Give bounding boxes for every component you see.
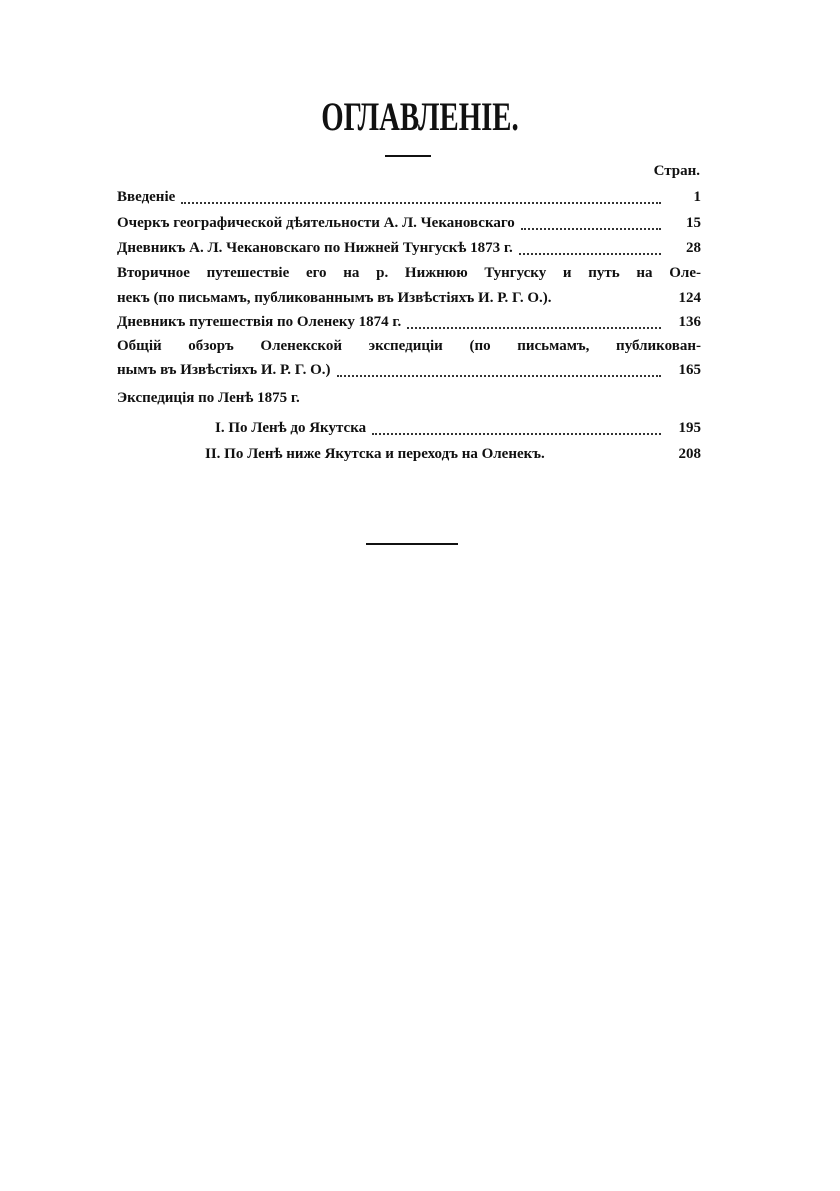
toc-entry-title: Очеркъ географической дѣятельности А. Л. Чекановскаго <box>117 215 515 231</box>
leader-dots <box>521 228 661 230</box>
leader-dots <box>372 433 661 435</box>
toc-entry-page: 136 <box>678 314 701 330</box>
toc-entry-title: некъ (по письмамъ, публикованнымъ въ Извѣстіяхъ И. Р. Г. О.). <box>117 290 552 306</box>
toc-entry-title: Дневникъ А. Л. Чекановскаго по Нижней Тунгускѣ 1873 г. <box>117 240 513 256</box>
toc-entry-title: Дневникъ путешествія по Оленеку 1874 г. <box>117 314 402 330</box>
toc-entry-page: 1 <box>693 189 701 205</box>
toc-subentry-page: 195 <box>678 420 701 436</box>
toc-subentry-title: I. По Ленѣ до Якутска <box>215 420 367 436</box>
toc-entry <box>117 215 701 237</box>
leader-dots <box>407 327 661 329</box>
toc-entry-line1: Вторичное путешествіе его на р. Нижнюю Тунгуску и путь на Оле- <box>117 265 701 281</box>
toc-entry <box>117 362 701 384</box>
toc-subentry-title: II. По Ленѣ ниже Якутска и переходъ на Оленекъ. <box>205 446 545 462</box>
leader-dots <box>181 202 661 204</box>
toc-entry-page: 124 <box>678 290 701 306</box>
toc-entry-page: 165 <box>678 362 701 378</box>
leader-dots <box>337 375 661 377</box>
page-title: ОГЛАВЛЕНІЕ. <box>321 94 519 139</box>
toc-entry-page: 28 <box>686 240 701 256</box>
toc-entry <box>117 314 701 336</box>
leader-dots <box>519 253 661 255</box>
toc-entry-title: Введеніе <box>117 189 176 205</box>
title-divider <box>385 155 431 157</box>
toc-subentry-page: 208 <box>678 446 701 462</box>
page-column-label: Стран. <box>653 163 700 179</box>
toc-entry-page: 15 <box>686 215 701 231</box>
toc-subentry <box>215 420 701 442</box>
toc-entry <box>117 240 701 262</box>
toc-entry-line1: Общій обзоръ Оленекской экспедиціи (по письмамъ, публикован- <box>117 338 701 354</box>
toc-entry <box>117 189 701 211</box>
closing-rule <box>366 543 458 545</box>
toc-entry-title: нымъ въ Извѣстіяхъ И. Р. Г. О.) <box>117 362 331 378</box>
toc-subentry <box>205 446 701 468</box>
section-heading: Экспедиція по Ленѣ 1875 г. <box>117 390 300 406</box>
toc-entry <box>117 290 701 312</box>
